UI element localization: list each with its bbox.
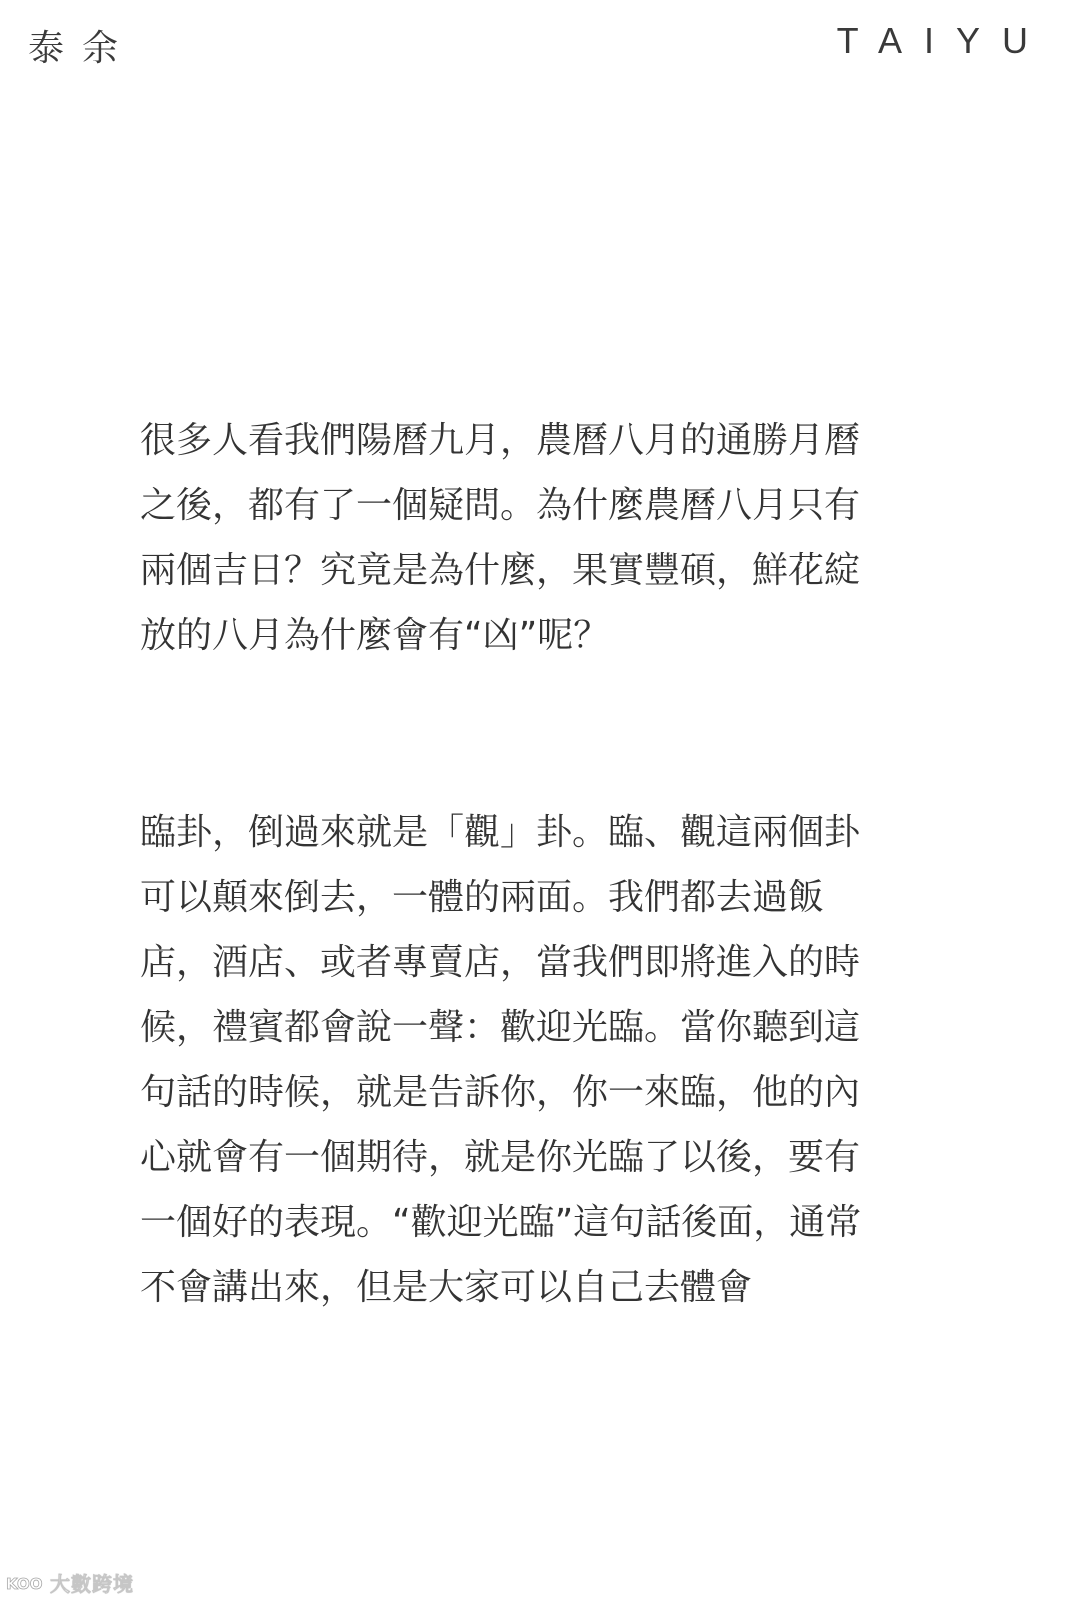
paragraph-line: 心就會有一個期待，就是你光臨了以後，要有 xyxy=(140,1137,861,1178)
paragraph-line: 候，禮賓都會說一聲：歡迎光臨。當你聽到這 xyxy=(140,1007,861,1048)
paragraph-line: 不會講出來，但是大家可以自己去體會 xyxy=(140,1267,753,1308)
paragraph-line: 放的八月為什麼會有“凶”呢？ xyxy=(140,615,610,656)
paragraph-line: 臨卦，倒過來就是「觀」卦。臨、觀這兩個卦 xyxy=(140,812,861,853)
brand-english-name: TAIYU xyxy=(836,20,1050,61)
brand-chinese-name: 泰余 xyxy=(28,28,137,69)
article-paragraph-2 xyxy=(140,800,920,1320)
watermark-logo-text: KOO xyxy=(6,1574,43,1593)
paragraph-line: 很多人看我們陽曆九月，農曆八月的通勝月曆 xyxy=(140,420,861,461)
watermark-text: 大數跨境 xyxy=(50,1572,134,1596)
paragraph-line: 之後，都有了一個疑問。為什麼農曆八月只有 xyxy=(140,485,861,526)
paragraph-line: 句話的時候，就是告訴你，你一來臨，他的內 xyxy=(140,1072,861,1113)
paragraph-line: 兩個吉日？究竟是為什麼，果實豐碩，鮮花綻 xyxy=(140,550,861,591)
watermark xyxy=(6,1568,134,1597)
paragraph-line: 一個好的表現。“歡迎光臨”這句話後面，通常 xyxy=(140,1202,862,1243)
paragraph-line: 店，酒店、或者專賣店，當我們即將進入的時 xyxy=(140,942,861,983)
watermark-logo-icon xyxy=(6,1573,46,1593)
article-paragraph-1 xyxy=(140,408,920,668)
paragraph-line: 可以顛來倒去，一體的兩面。我們都去過飯 xyxy=(140,877,825,918)
